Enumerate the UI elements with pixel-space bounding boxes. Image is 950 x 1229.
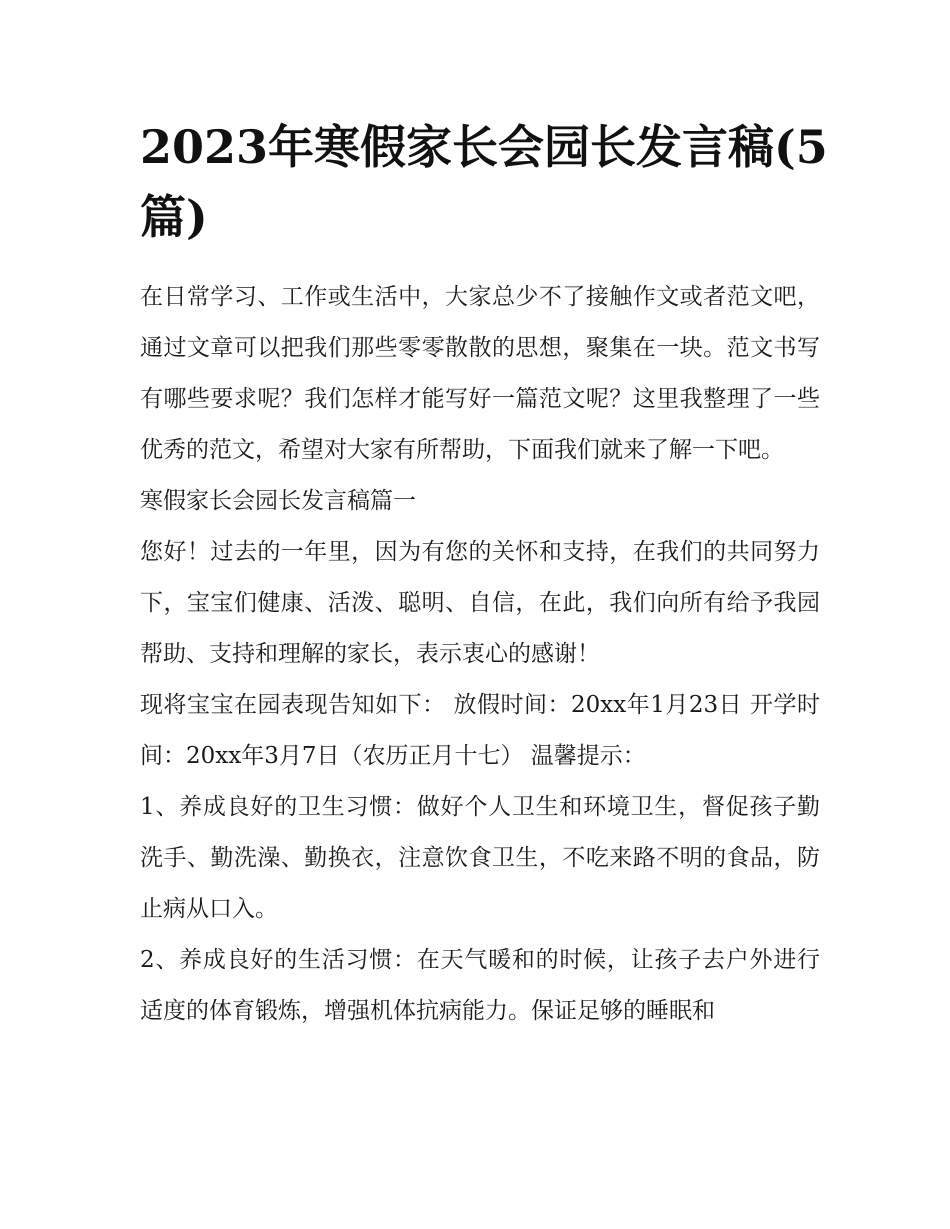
greeting-paragraph: 您好！过去的一年里，因为有您的关怀和支持，在我们的共同努力下，宝宝们健康、活泼、聪明、自信，在此，我们向所有给予我园帮助、支持和理解的家长，表示衷心的感谢！ [140,539,820,667]
notice-paragraph: 现将宝宝在园表现告知如下： 放假时间：20xx年1月23日 开学时间：20xx年3月7日（农历正月十七） 温馨提示： [140,692,820,769]
section-heading: 寒假家长会园长发言稿篇一 [140,488,416,514]
document-body [140,272,820,1037]
tip-paragraph-2: 2、养成良好的生活习惯：在天气暖和的时候，让孩子去户外进行适度的体育锻炼，增强机体抗病能力。保证足够的睡眠和 [140,947,820,1024]
document-title: 2023年寒假家长会园长发言稿(5篇) [140,120,828,244]
intro-paragraph: 在日常学习、工作或生活中，大家总少不了接触作文或者范文吧，通过文章可以把我们那些零零散散的思想，聚集在一块。范文书写有哪些要求呢？我们怎样才能写好一篇范文呢？这里我整理了一些优秀的范文，希望对大家有所帮助，下面我们就来了解一下吧。 [140,284,820,463]
tip-paragraph-1: 1、养成良好的卫生习惯：做好个人卫生和环境卫生，督促孩子勤洗手、勤洗澡、勤换衣，注意饮食卫生，不吃来路不明的食品，防止病从口入。 [140,794,820,922]
